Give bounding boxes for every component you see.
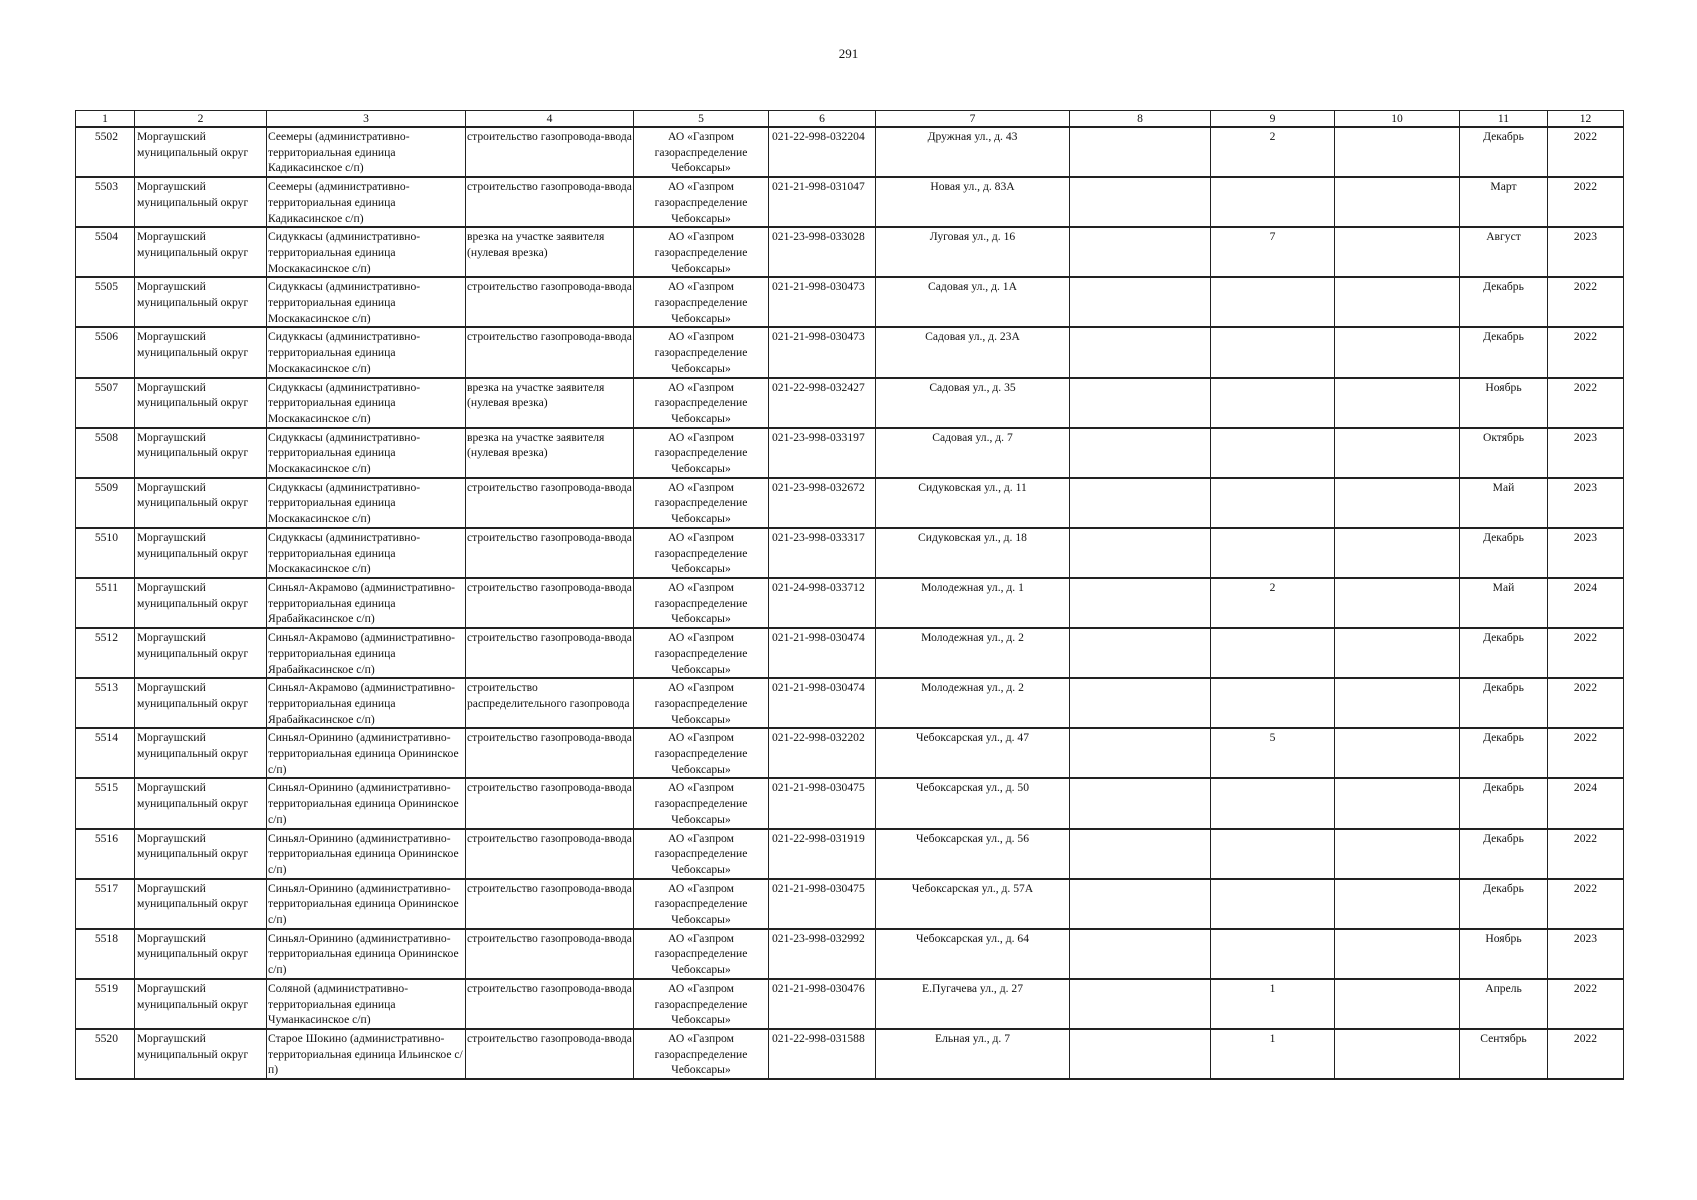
row-number-cell: 5519 — [76, 979, 135, 1029]
application-number-cell: 021-21-998-030473 — [769, 277, 876, 327]
district-cell: Моргаушский муниципальный округ — [135, 277, 267, 327]
settlement-cell: Синьял-Оринино (административно-территориальная единица Орининское с/п) — [267, 879, 466, 929]
column-header-5: 5 — [634, 111, 769, 128]
column-9-cell: 7 — [1211, 227, 1335, 277]
address-cell: Е.Пугачева ул., д. 27 — [876, 979, 1070, 1029]
column-9-cell — [1211, 879, 1335, 929]
organization-cell: АО «Газпром газораспределение Чебоксары» — [634, 829, 769, 879]
address-cell: Ельная ул., д. 7 — [876, 1029, 1070, 1079]
month-cell: Апрель — [1460, 979, 1548, 1029]
month-cell: Октябрь — [1460, 428, 1548, 478]
row-number-cell: 5516 — [76, 829, 135, 879]
organization-cell: АО «Газпром газораспределение Чебоксары» — [634, 628, 769, 678]
gasification-register-table — [75, 110, 1624, 1080]
district-cell: Моргаушский муниципальный округ — [135, 227, 267, 277]
district-cell: Моргаушский муниципальный округ — [135, 628, 267, 678]
application-number-cell: 021-21-998-030474 — [769, 628, 876, 678]
month-cell: Декабрь — [1460, 327, 1548, 377]
month-cell: Декабрь — [1460, 829, 1548, 879]
table-row — [76, 678, 1624, 728]
row-number-cell: 5513 — [76, 678, 135, 728]
application-number-cell: 021-21-998-030473 — [769, 327, 876, 377]
month-cell: Март — [1460, 177, 1548, 227]
column-9-cell — [1211, 478, 1335, 528]
table-row — [76, 1029, 1624, 1079]
settlement-cell: Сидуккасы (административно-территориальная единица Москакасинское с/п) — [267, 277, 466, 327]
work-type-cell: строительство газопровода-ввода — [466, 578, 634, 628]
district-cell: Моргаушский муниципальный округ — [135, 979, 267, 1029]
settlement-cell: Сидуккасы (административно-территориальная единица Москакасинское с/п) — [267, 478, 466, 528]
district-cell: Моргаушский муниципальный округ — [135, 929, 267, 979]
organization-cell: АО «Газпром газораспределение Чебоксары» — [634, 778, 769, 828]
year-cell: 2022 — [1548, 1029, 1624, 1079]
address-cell: Молодежная ул., д. 2 — [876, 628, 1070, 678]
application-number-cell: 021-22-998-032427 — [769, 378, 876, 428]
column-8-cell — [1070, 227, 1211, 277]
column-8-cell — [1070, 929, 1211, 979]
district-cell: Моргаушский муниципальный округ — [135, 728, 267, 778]
settlement-cell: Синьял-Акрамово (административно-территориальная единица Ярабайкасинское с/п) — [267, 628, 466, 678]
column-9-cell — [1211, 628, 1335, 678]
address-cell: Чебоксарская ул., д. 57А — [876, 879, 1070, 929]
year-cell: 2024 — [1548, 578, 1624, 628]
table-row — [76, 829, 1624, 879]
organization-cell: АО «Газпром газораспределение Чебоксары» — [634, 127, 769, 177]
district-cell: Моргаушский муниципальный округ — [135, 327, 267, 377]
column-10-cell — [1335, 478, 1460, 528]
year-cell: 2022 — [1548, 127, 1624, 177]
work-type-cell: строительство газопровода-ввода — [466, 1029, 634, 1079]
district-cell: Моргаушский муниципальный округ — [135, 879, 267, 929]
settlement-cell: Сеемеры (административно-территориальная единица Кадикасинское с/п) — [267, 127, 466, 177]
application-number-cell: 021-22-998-031588 — [769, 1029, 876, 1079]
year-cell: 2023 — [1548, 929, 1624, 979]
work-type-cell: строительство газопровода-ввода — [466, 929, 634, 979]
column-10-cell — [1335, 378, 1460, 428]
column-8-cell — [1070, 829, 1211, 879]
column-9-cell — [1211, 528, 1335, 578]
month-cell: Август — [1460, 227, 1548, 277]
district-cell: Моргаушский муниципальный округ — [135, 177, 267, 227]
column-8-cell — [1070, 277, 1211, 327]
table-row — [76, 628, 1624, 678]
column-10-cell — [1335, 1029, 1460, 1079]
work-type-cell: строительство газопровода-ввода — [466, 728, 634, 778]
year-cell: 2022 — [1548, 829, 1624, 879]
column-9-cell: 1 — [1211, 1029, 1335, 1079]
row-number-cell: 5508 — [76, 428, 135, 478]
table-row — [76, 728, 1624, 778]
column-9-cell — [1211, 327, 1335, 377]
application-number-cell: 021-21-998-030475 — [769, 778, 876, 828]
district-cell: Моргаушский муниципальный округ — [135, 829, 267, 879]
organization-cell: АО «Газпром газораспределение Чебоксары» — [634, 929, 769, 979]
work-type-cell: строительство газопровода-ввода — [466, 177, 634, 227]
column-header-3: 3 — [267, 111, 466, 128]
column-8-cell — [1070, 177, 1211, 227]
row-number-cell: 5507 — [76, 378, 135, 428]
table-header — [76, 111, 1624, 128]
table-row — [76, 277, 1624, 327]
table-row — [76, 378, 1624, 428]
settlement-cell: Синьял-Акрамово (административно-территориальная единица Ярабайкасинское с/п) — [267, 678, 466, 728]
year-cell: 2022 — [1548, 979, 1624, 1029]
district-cell: Моргаушский муниципальный округ — [135, 478, 267, 528]
address-cell: Молодежная ул., д. 1 — [876, 578, 1070, 628]
column-header-8: 8 — [1070, 111, 1211, 128]
row-number-cell: 5517 — [76, 879, 135, 929]
application-number-cell: 021-21-998-030476 — [769, 979, 876, 1029]
organization-cell: АО «Газпром газораспределение Чебоксары» — [634, 327, 769, 377]
column-10-cell — [1335, 277, 1460, 327]
month-cell: Ноябрь — [1460, 929, 1548, 979]
application-number-cell: 021-23-998-032992 — [769, 929, 876, 979]
month-cell: Май — [1460, 478, 1548, 528]
district-cell: Моргаушский муниципальный округ — [135, 378, 267, 428]
table-body — [76, 127, 1624, 1079]
settlement-cell: Синьял-Оринино (административно-территориальная единица Орининское с/п) — [267, 829, 466, 879]
district-cell: Моргаушский муниципальный округ — [135, 778, 267, 828]
year-cell: 2023 — [1548, 478, 1624, 528]
month-cell: Декабрь — [1460, 728, 1548, 778]
address-cell: Садовая ул., д. 35 — [876, 378, 1070, 428]
work-type-cell: строительство газопровода-ввода — [466, 879, 634, 929]
row-number-cell: 5502 — [76, 127, 135, 177]
row-number-cell: 5515 — [76, 778, 135, 828]
address-cell: Чебоксарская ул., д. 64 — [876, 929, 1070, 979]
year-cell: 2023 — [1548, 528, 1624, 578]
header-row — [76, 111, 1624, 128]
organization-cell: АО «Газпром газораспределение Чебоксары» — [634, 378, 769, 428]
address-cell: Чебоксарская ул., д. 56 — [876, 829, 1070, 879]
settlement-cell: Сеемеры (административно-территориальная единица Кадикасинское с/п) — [267, 177, 466, 227]
column-10-cell — [1335, 127, 1460, 177]
year-cell: 2022 — [1548, 728, 1624, 778]
organization-cell: АО «Газпром газораспределение Чебоксары» — [634, 478, 769, 528]
column-8-cell — [1070, 378, 1211, 428]
organization-cell: АО «Газпром газораспределение Чебоксары» — [634, 879, 769, 929]
column-8-cell — [1070, 478, 1211, 528]
application-number-cell: 021-23-998-033028 — [769, 227, 876, 277]
work-type-cell: строительство газопровода-ввода — [466, 628, 634, 678]
work-type-cell: врезка на участке заявителя (нулевая врезка) — [466, 428, 634, 478]
column-10-cell — [1335, 929, 1460, 979]
district-cell: Моргаушский муниципальный округ — [135, 1029, 267, 1079]
year-cell: 2022 — [1548, 277, 1624, 327]
year-cell: 2022 — [1548, 177, 1624, 227]
column-header-1: 1 — [76, 111, 135, 128]
settlement-cell: Синьял-Оринино (административно-территориальная единица Орининское с/п) — [267, 929, 466, 979]
year-cell: 2022 — [1548, 628, 1624, 678]
column-header-4: 4 — [466, 111, 634, 128]
month-cell: Декабрь — [1460, 678, 1548, 728]
table-row — [76, 428, 1624, 478]
table-row — [76, 177, 1624, 227]
organization-cell: АО «Газпром газораспределение Чебоксары» — [634, 528, 769, 578]
month-cell: Декабрь — [1460, 628, 1548, 678]
column-8-cell — [1070, 728, 1211, 778]
column-header-10: 10 — [1335, 111, 1460, 128]
work-type-cell: строительство газопровода-ввода — [466, 127, 634, 177]
column-10-cell — [1335, 628, 1460, 678]
work-type-cell: строительство газопровода-ввода — [466, 327, 634, 377]
organization-cell: АО «Газпром газораспределение Чебоксары» — [634, 428, 769, 478]
column-10-cell — [1335, 578, 1460, 628]
column-9-cell — [1211, 778, 1335, 828]
year-cell: 2024 — [1548, 778, 1624, 828]
settlement-cell: Старое Шокино (административно-территориальная единица Ильинское с/п) — [267, 1029, 466, 1079]
column-9-cell — [1211, 678, 1335, 728]
column-8-cell — [1070, 778, 1211, 828]
organization-cell: АО «Газпром газораспределение Чебоксары» — [634, 177, 769, 227]
settlement-cell: Сидуккасы (административно-территориальная единица Москакасинское с/п) — [267, 528, 466, 578]
column-8-cell — [1070, 879, 1211, 929]
month-cell: Декабрь — [1460, 127, 1548, 177]
table-row — [76, 478, 1624, 528]
column-header-12: 12 — [1548, 111, 1624, 128]
column-10-cell — [1335, 879, 1460, 929]
table-row — [76, 327, 1624, 377]
column-8-cell — [1070, 979, 1211, 1029]
settlement-cell: Сидуккасы (административно-территориальная единица Москакасинское с/п) — [267, 378, 466, 428]
column-10-cell — [1335, 528, 1460, 578]
row-number-cell: 5509 — [76, 478, 135, 528]
table-row — [76, 778, 1624, 828]
address-cell: Молодежная ул., д. 2 — [876, 678, 1070, 728]
column-8-cell — [1070, 428, 1211, 478]
work-type-cell: строительство газопровода-ввода — [466, 478, 634, 528]
month-cell: Декабрь — [1460, 879, 1548, 929]
work-type-cell: строительство распределительного газопровода — [466, 678, 634, 728]
table-row — [76, 528, 1624, 578]
month-cell: Май — [1460, 578, 1548, 628]
column-10-cell — [1335, 227, 1460, 277]
district-cell: Моргаушский муниципальный округ — [135, 678, 267, 728]
application-number-cell: 021-22-998-031919 — [769, 829, 876, 879]
page-number: 291 — [838, 46, 859, 61]
organization-cell: АО «Газпром газораспределение Чебоксары» — [634, 678, 769, 728]
row-number-cell: 5514 — [76, 728, 135, 778]
column-9-cell — [1211, 829, 1335, 879]
address-cell: Луговая ул., д. 16 — [876, 227, 1070, 277]
row-number-cell: 5503 — [76, 177, 135, 227]
column-10-cell — [1335, 979, 1460, 1029]
year-cell: 2022 — [1548, 879, 1624, 929]
work-type-cell: врезка на участке заявителя (нулевая врезка) — [466, 227, 634, 277]
column-10-cell — [1335, 327, 1460, 377]
column-10-cell — [1335, 829, 1460, 879]
column-9-cell — [1211, 929, 1335, 979]
month-cell: Ноябрь — [1460, 378, 1548, 428]
district-cell: Моргаушский муниципальный округ — [135, 127, 267, 177]
work-type-cell: строительство газопровода-ввода — [466, 979, 634, 1029]
address-cell: Садовая ул., д. 23А — [876, 327, 1070, 377]
year-cell: 2022 — [1548, 678, 1624, 728]
work-type-cell: строительство газопровода-ввода — [466, 829, 634, 879]
address-cell: Сидуковская ул., д. 18 — [876, 528, 1070, 578]
column-8-cell — [1070, 678, 1211, 728]
column-10-cell — [1335, 428, 1460, 478]
year-cell: 2022 — [1548, 327, 1624, 377]
address-cell: Сидуковская ул., д. 11 — [876, 478, 1070, 528]
settlement-cell: Синьял-Оринино (административно-территориальная единица Орининское с/п) — [267, 728, 466, 778]
column-8-cell — [1070, 327, 1211, 377]
year-cell: 2022 — [1548, 378, 1624, 428]
row-number-cell: 5506 — [76, 327, 135, 377]
table-row — [76, 578, 1624, 628]
table-row — [76, 979, 1624, 1029]
column-10-cell — [1335, 678, 1460, 728]
column-header-9: 9 — [1211, 111, 1335, 128]
organization-cell: АО «Газпром газораспределение Чебоксары» — [634, 578, 769, 628]
column-10-cell — [1335, 728, 1460, 778]
column-8-cell — [1070, 628, 1211, 678]
row-number-cell: 5504 — [76, 227, 135, 277]
column-9-cell: 5 — [1211, 728, 1335, 778]
address-cell: Садовая ул., д. 1А — [876, 277, 1070, 327]
table-row — [76, 227, 1624, 277]
column-8-cell — [1070, 578, 1211, 628]
work-type-cell: строительство газопровода-ввода — [466, 778, 634, 828]
application-number-cell: 021-23-998-032672 — [769, 478, 876, 528]
month-cell: Декабрь — [1460, 778, 1548, 828]
district-cell: Моргаушский муниципальный округ — [135, 528, 267, 578]
table-row — [76, 127, 1624, 177]
column-9-cell: 2 — [1211, 578, 1335, 628]
application-number-cell: 021-21-998-030474 — [769, 678, 876, 728]
column-9-cell — [1211, 177, 1335, 227]
row-number-cell: 5518 — [76, 929, 135, 979]
column-10-cell — [1335, 778, 1460, 828]
district-cell: Моргаушский муниципальный округ — [135, 428, 267, 478]
column-9-cell — [1211, 428, 1335, 478]
column-header-7: 7 — [876, 111, 1070, 128]
application-number-cell: 021-24-998-033712 — [769, 578, 876, 628]
column-10-cell — [1335, 177, 1460, 227]
application-number-cell: 021-22-998-032202 — [769, 728, 876, 778]
settlement-cell: Сидуккасы (административно-территориальная единица Москакасинское с/п) — [267, 227, 466, 277]
month-cell: Сентябрь — [1460, 1029, 1548, 1079]
column-8-cell — [1070, 127, 1211, 177]
work-type-cell: строительство газопровода-ввода — [466, 528, 634, 578]
address-cell: Дружная ул., д. 43 — [876, 127, 1070, 177]
month-cell: Декабрь — [1460, 277, 1548, 327]
application-number-cell: 021-21-998-031047 — [769, 177, 876, 227]
application-number-cell: 021-23-998-033317 — [769, 528, 876, 578]
year-cell: 2023 — [1548, 428, 1624, 478]
organization-cell: АО «Газпром газораспределение Чебоксары» — [634, 979, 769, 1029]
row-number-cell: 5511 — [76, 578, 135, 628]
column-9-cell — [1211, 277, 1335, 327]
year-cell: 2023 — [1548, 227, 1624, 277]
organization-cell: АО «Газпром газораспределение Чебоксары» — [634, 227, 769, 277]
settlement-cell: Сидуккасы (административно-территориальная единица Москакасинское с/п) — [267, 327, 466, 377]
application-number-cell: 021-22-998-032204 — [769, 127, 876, 177]
column-header-2: 2 — [135, 111, 267, 128]
column-9-cell: 2 — [1211, 127, 1335, 177]
address-cell: Садовая ул., д. 7 — [876, 428, 1070, 478]
column-8-cell — [1070, 528, 1211, 578]
address-cell: Чебоксарская ул., д. 47 — [876, 728, 1070, 778]
row-number-cell: 5510 — [76, 528, 135, 578]
settlement-cell: Синьял-Акрамово (административно-территориальная единица Ярабайкасинское с/п) — [267, 578, 466, 628]
column-9-cell: 1 — [1211, 979, 1335, 1029]
settlement-cell: Синьял-Оринино (административно-территориальная единица Орининское с/п) — [267, 778, 466, 828]
row-number-cell: 5512 — [76, 628, 135, 678]
settlement-cell: Сидуккасы (административно-территориальная единица Москакасинское с/п) — [267, 428, 466, 478]
organization-cell: АО «Газпром газораспределение Чебоксары» — [634, 728, 769, 778]
work-type-cell: строительство газопровода-ввода — [466, 277, 634, 327]
application-number-cell: 021-21-998-030475 — [769, 879, 876, 929]
column-header-6: 6 — [769, 111, 876, 128]
work-type-cell: врезка на участке заявителя (нулевая врезка) — [466, 378, 634, 428]
address-cell: Чебоксарская ул., д. 50 — [876, 778, 1070, 828]
settlement-cell: Соляной (административно-территориальная единица Чуманкасинское с/п) — [267, 979, 466, 1029]
address-cell: Новая ул., д. 83А — [876, 177, 1070, 227]
table-row — [76, 929, 1624, 979]
column-9-cell — [1211, 378, 1335, 428]
organization-cell: АО «Газпром газораспределение Чебоксары» — [634, 277, 769, 327]
row-number-cell: 5520 — [76, 1029, 135, 1079]
application-number-cell: 021-23-998-033197 — [769, 428, 876, 478]
table-row — [76, 879, 1624, 929]
organization-cell: АО «Газпром газораспределение Чебоксары» — [634, 1029, 769, 1079]
column-header-11: 11 — [1460, 111, 1548, 128]
column-8-cell — [1070, 1029, 1211, 1079]
row-number-cell: 5505 — [76, 277, 135, 327]
month-cell: Декабрь — [1460, 528, 1548, 578]
district-cell: Моргаушский муниципальный округ — [135, 578, 267, 628]
